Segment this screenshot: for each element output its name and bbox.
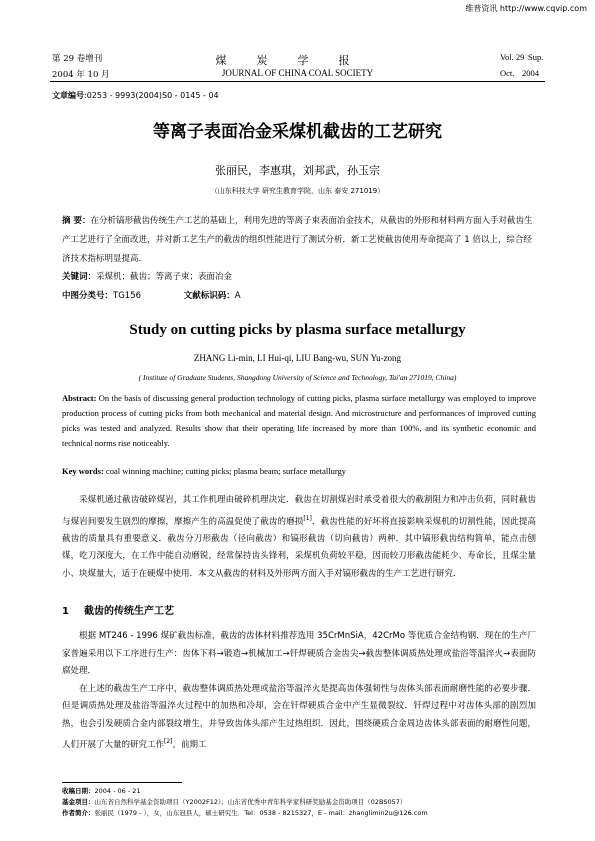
intro-paragraph <box>62 492 536 583</box>
keywords-cn-label: 关键词： <box>62 272 97 282</box>
intro-text-a: 采煤机通过截齿破碎煤岩，其工作机理由破碎机理决定．截齿在切割煤岩时承受着很大的截割阻力和冲击负荷，同时截齿与煤岩间要发生剧烈的摩擦，摩擦产生的高温促使了截齿的磨损 <box>62 495 536 527</box>
section-1-p2-text-a: 在上述的截齿生产工序中，截齿整体调质热处理或盐浴等温淬火是提高齿体强韧性与齿体头部表面耐磨性能的必要步骤．但是调质热处理及盐浴等温淬火过程中的加热和冷却，会在钎焊硬质合金中产生显微裂纹．钎焊过程中对齿体头部的剧烈加热，也会引发硬质合金内部裂纹增生，并导致齿体头部产生过热组织．因此，围绕硬质合金周边齿体头部表面的耐磨性问题，人们开展了大量的研究工作 <box>62 683 536 750</box>
keywords-en-text: coal winning machine; cutting picks; plasma beam; surface metallurgy <box>103 466 347 476</box>
received-date: 2004 - 06 - 21 <box>94 787 141 795</box>
footnote-received <box>62 786 542 797</box>
footnote-fund <box>62 797 542 808</box>
class-number-label: 中图分类号： <box>62 291 114 301</box>
footnote-rule <box>62 782 182 783</box>
section-1-body <box>62 628 536 754</box>
received-label: 收稿日期： <box>62 787 95 795</box>
intro-section <box>62 492 536 583</box>
section-1-title: 截齿的传统生产工艺 <box>84 606 174 617</box>
intro-text-b: ．截齿性能的好坏将直接影响采煤机的切割性能，因此提高截齿的质量具有重要意义．截齿分刀形截齿（径向截齿）和镐形截齿（切向截齿）两种．其中镐形截齿结构简单，能点击刨煤，吃刀深度大，在工作中能自动磨锐，经常保持齿头锋利，采煤机负荷较平稳，因而较刀形截齿能耗少、寿命长，且煤尘量小、块煤量大，适于在硬煤中使用．本文从截齿的材料及外形两方面入手对镐形截齿的生产工艺进行研究． <box>62 516 536 579</box>
affiliation-en: ( Institute of Graduate Students, Shangdong University of Science and Technology, Tai'an 271019, China) <box>138 373 457 382</box>
keywords-en <box>62 466 536 476</box>
article-number-value: :0253 - 9993(2004)S0 - 0145 - 04 <box>84 91 219 100</box>
author-bio-text: 张丽民（1979 - ），女，山东冠县人，硕士研究生．Tel：0538 - 8215327，E - mail：zhanglimin2u@126.com <box>94 809 428 817</box>
classification-cn <box>62 289 536 301</box>
keywords-en-label: Key words: <box>62 466 104 476</box>
header-volume-en: Vol. 29 <box>500 52 525 62</box>
abstract-cn <box>62 212 536 269</box>
journal-title-cn: 煤炭学报 <box>215 54 380 67</box>
fund-label: 基金项目： <box>62 798 95 806</box>
section-1-paragraph-2 <box>62 681 536 755</box>
affiliation-cn: （山东科技大学 研究生教育学院，山东 泰安 271019） <box>210 187 385 195</box>
keywords-cn <box>62 270 536 282</box>
header-rule <box>50 81 545 82</box>
header-volume-cn: 第 29 卷增刊 <box>52 54 103 64</box>
authors-cn: 张丽民，李惠琪，刘邦武，孙玉宗 <box>215 164 380 177</box>
citation-2: [2] <box>164 738 173 745</box>
abstract-en-label: Abstract: <box>62 393 97 403</box>
abstract-cn-label: 摘 要： <box>62 216 91 226</box>
authors-en: ZHANG Li-min, LI Hui-qi, LIU Bang-wu, SUN Yu-zong <box>193 353 402 363</box>
article-number-label: 文章编号 <box>52 91 84 100</box>
paper-title-cn: 等离子表面冶金采煤机截齿的工艺研究 <box>153 122 442 142</box>
doc-code-value: A <box>234 291 241 301</box>
footnotes <box>62 786 542 819</box>
abstract-en-text: On the basis of discussing general production technology of cutting picks, plasma surface metallurgy was employed to improve production process of cutting picks from both mechanical and material design. And microstructure and performances of improved cutting picks was tested and analyzed. Results show that their operating life increased by more than 100%, and its synthetic economic and technical norms rise noticeably. <box>62 393 536 448</box>
header-year-en: 2004 <box>522 68 539 78</box>
watermark: 维普资讯 http://www.cqvip.com <box>465 4 587 13</box>
section-1-number: 1 <box>62 606 69 617</box>
class-number-value: TG156 <box>113 291 142 301</box>
doc-code-label: 文献标识码： <box>183 291 235 301</box>
paper-title-en: Study on cutting picks by plasma surface metallurgy <box>129 322 466 338</box>
section-1-heading <box>62 602 174 617</box>
abstract-cn-text: 在分析镐形截齿传统生产工艺的基础上，利用先进的等离子束表面冶金技术，从截齿的外形和材料两方面入手对截齿生产工艺进行了全面改进，并对新工艺生产的截齿的组织性能进行了测试分析．新工艺使截齿使用寿命提高了 1 倍以上，综合经济技术指标明显提高. <box>62 216 533 264</box>
footnote-author <box>62 808 542 819</box>
header-month-en: Oct. <box>500 68 515 78</box>
abstract-en <box>62 391 536 451</box>
fund-text: 山东省自然科学基金资助项目（Y2002F12）；山东省优秀中青年科学家科研奖励基金资助项目（02BS057） <box>94 798 407 806</box>
keywords-cn-text: 采煤机；截齿；等离子束；表面冶金 <box>96 272 233 282</box>
author-bio-label: 作者简介： <box>62 809 95 817</box>
article-number <box>52 90 219 101</box>
section-1-paragraph-1: 根据 MT246 - 1996 煤矿截齿标准，截齿的齿体材料推荐选用 35CrMnSiA，42CrMo 等优质合金结构钢．现在的生产厂家普遍采用以下工序进行生产：齿体下料→锻造→机械加工→钎焊硬质合金齿尖→截齿整体调质热处理或盐浴等温淬火→表面防腐处理． <box>62 631 536 676</box>
header-supplement-en: Sup. <box>528 52 544 62</box>
section-1-p2-text-b: ，前期工 <box>172 739 207 750</box>
journal-title-en: JOURNAL OF CHINA COAL SOCIETY <box>221 68 374 78</box>
citation-1: [1] <box>303 514 312 522</box>
header-date-cn: 2004 年 10 月 <box>52 70 110 80</box>
